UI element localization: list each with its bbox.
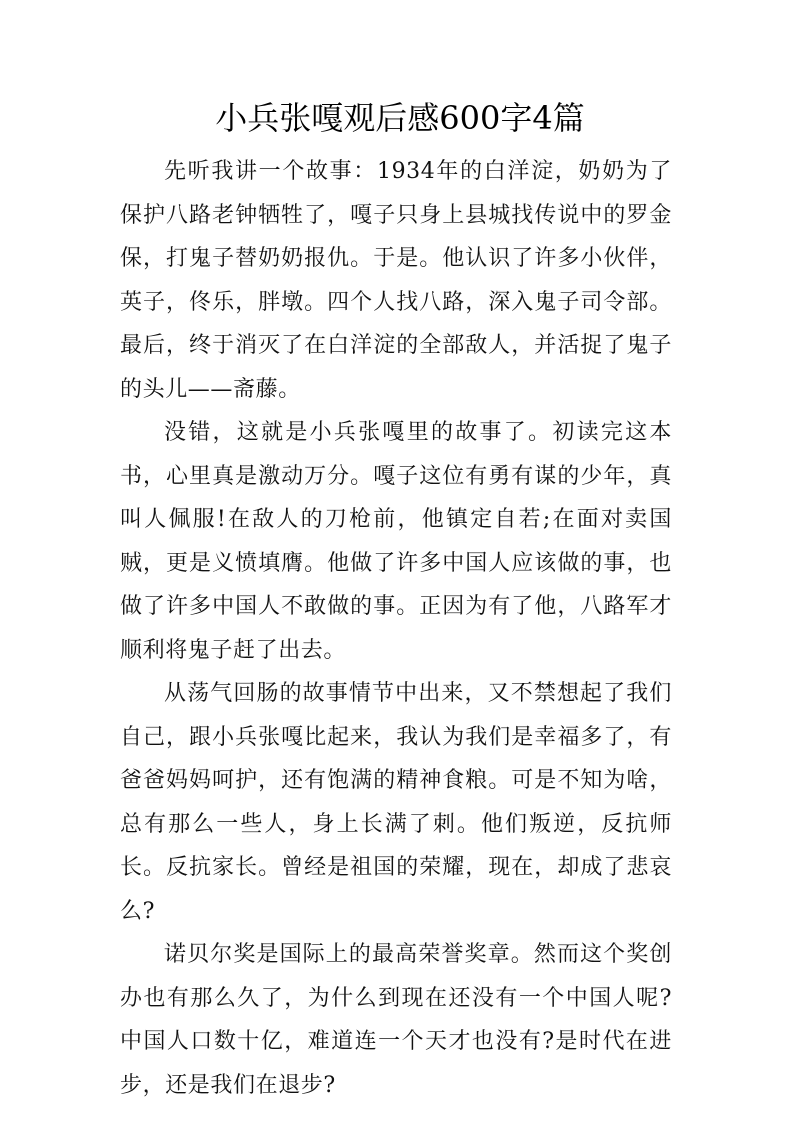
paragraph-1: 先听我讲一个故事：1934年的白洋淀，奶奶为了保护八路老钟牺牲了，嘎子只身上县城找传说中的罗金保，打鬼子替奶奶报仇。于是。他认识了许多小伙伴，英子，佟乐，胖墩。四个人找八路，深入鬼子司令部。最后，终于消灭了在白洋淀的全部敌人，并活捉了鬼子的头儿——斋藤。 [120, 159, 672, 402]
paragraph-2: 没错，这就是小兵张嘎里的故事了。初读完这本书，心里真是激动万分。嘎子这位有勇有谋的少年，真叫人佩服!在敌人的刀枪前，他镇定自若;在面对卖国贼，更是义愤填膺。他做了许多中国人应该做的事，也做了许多中国人不敢做的事。正因为有了他，八路军才顺利将鬼子赶了出去。 [120, 420, 672, 663]
document-title: 小兵张嘎观后感600字4篇 [215, 99, 585, 137]
paragraph-4: 诺贝尔奖是国际上的最高荣誉奖章。然而这个奖创办也有那么久了，为什么到现在还没有一个中国人呢?中国人口数十亿，难道连一个天才也没有?是时代在进步，还是我们在退步? [120, 942, 672, 1098]
paragraph-3: 从荡气回肠的故事情节中出来，又不禁想起了我们自己，跟小兵张嘎比起来，我认为我们是幸福多了，有爸爸妈妈呵护，还有饱满的精神食粮。可是不知为啥，总有那么一些人，身上长满了刺。他们叛逆，反抗师长。反抗家长。曾经是祖国的荣耀，现在，却成了悲哀么? [120, 681, 672, 924]
document-body [120, 150, 672, 1107]
